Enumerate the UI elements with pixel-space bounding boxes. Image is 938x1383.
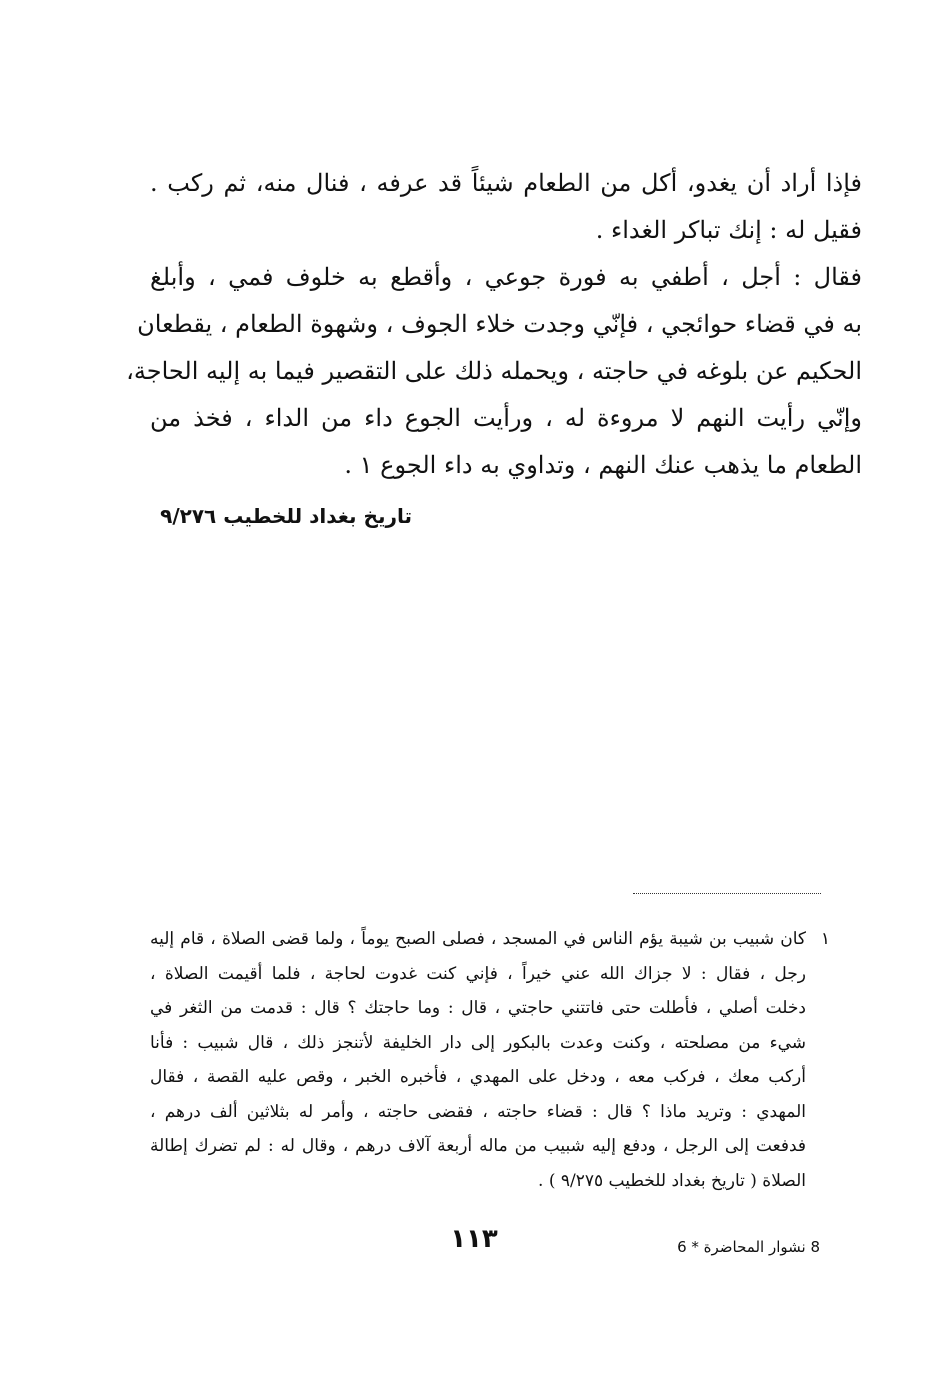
main-text-line: الحكيم عن بلوغه في حاجته ، ويحمله ذلك على التقصير فيما به إليه الحاجة، [126,357,862,385]
source-citation: تاريخ بغداد للخطيب ٩/٢٧٦ [160,504,412,528]
running-footer: 8 نشوار المحاضرة * 6 [677,1238,820,1256]
footnote-line: رجل ، فقال : لا جزاك الله عني خيراً ، فإني كنت غدوت لحاجة ، فلما أقيمت الصلاة ، [150,963,806,984]
main-text-line: فقال : أجل ، أطفي به فورة جوعي ، وأقطع به خلوف فمي ، وأبلغ [150,263,862,291]
main-text-line: به في قضاء حوائجي ، فإنّي وجدت خلاء الجوف ، وشهوة الطعام ، يقطعان [137,310,862,338]
footnote-line: شيء من مصلحته ، وكنت وعدت بالبكور إلى دار الخليفة لأتنجز ذلك ، قال شبيب : فأنا [150,1032,806,1053]
footnote-line: دخلت أصلي ، فأطلت حتى فاتتني حاجتي ، قال : وما حاجتك ؟ قال : قدمت من الثغر في [150,998,806,1018]
main-text-line: وإنّي رأيت النهم لا مروءة له ، ورأيت الجوع داء من الداء ، فخذ من [150,404,862,432]
footnote-number: ١ [820,929,830,949]
footnote [150,922,830,1198]
main-text-line: فقيل له : إنك تباكر الغداء . [595,216,862,244]
main-text-line: فإذا أراد أن يغدو، أكل من الطعام شيئاً قد عرفه ، فنال منه، ثم ركب . [150,169,862,197]
footnote-line: فدفعت إلى الرجل ، ودفع إليه شبيب من ماله أربعة آلاف درهم ، وقال له : لم تضرك إطالة [150,1136,806,1156]
footnote-line: المهدي : وتريد ماذا ؟ قال : قضاء حاجته ، فقضى حاجته ، وأمر له بثلاثين ألف درهم ، [150,1101,806,1122]
footnote-line: الصلاة ( تاريخ بغداد للخطيب ٩/٢٧٥ ) . [538,1170,806,1191]
main-text-line: الطعام ما يذهب عنك النهم ، وتداوي به داء الجوع ١ . [344,451,862,479]
footnote-line: كان شبيب بن شيبة يؤم الناس في المسجد ، فصلى الصبح يوماً ، ولما قضى الصلاة ، قام إليه [150,929,806,949]
footnote-line: أركب معك ، فركب معه ، ودخل على المهدي ، فأخبره الخبر ، وقص عليه القصة ، فقال [150,1067,806,1087]
footnote-body [150,922,806,1198]
main-text [126,160,862,489]
page-number: ١١٣ [450,1224,498,1254]
footnote-divider [633,893,821,894]
